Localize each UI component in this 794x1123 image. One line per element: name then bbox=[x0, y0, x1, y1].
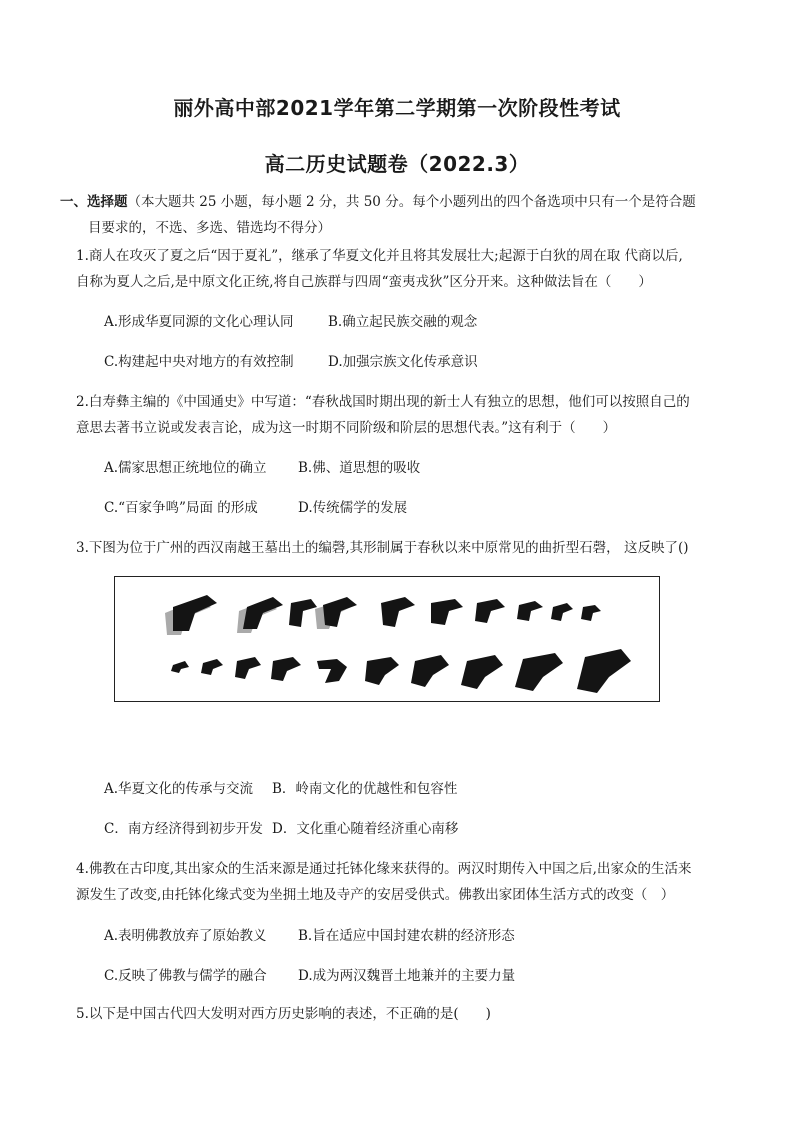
question-4-stem-line-2: 源发生了改变,由托钵化缘式变为坐拥土地及寺产的安居受供式。佛教出家团体生活方式的改变（ ） bbox=[76, 887, 675, 903]
question-2-option-a[interactable]: A.儒家思想正统地位的确立 bbox=[104, 460, 267, 476]
question-5-stem-line-1: 5.以下是中国古代四大发明对西方历史影响的表述，不正确的是( ) bbox=[76, 1006, 491, 1022]
exam-title: 丽外高中部2021学年第二学期第一次阶段性考试 bbox=[173, 96, 621, 120]
question-3-option-d[interactable]: D．文化重心随着经济重心南移 bbox=[272, 821, 459, 837]
question-4-option-b[interactable]: B.旨在适应中国封建农耕的经济形态 bbox=[298, 928, 515, 944]
question-1-option-c[interactable]: C.构建起中央对地方的有效控制 bbox=[104, 354, 294, 370]
section-heading-line bbox=[60, 193, 696, 211]
chime-stone bbox=[381, 597, 415, 627]
chime-stone bbox=[243, 597, 283, 629]
question-2-option-c[interactable]: C.“百家争鸣”局面 的形成 bbox=[104, 500, 258, 516]
question-1-option-a[interactable]: A.形成华夏同源的文化心理认同 bbox=[104, 314, 294, 330]
chime-stone bbox=[577, 649, 631, 693]
chime-stone bbox=[173, 595, 217, 631]
question-2-stem-line-2: 意思去著书立说或发表言论，成为这一时期不同阶级和阶层的思想代表。”这有利于（ ） bbox=[76, 420, 617, 436]
chime-stone bbox=[317, 659, 347, 683]
chime-stone bbox=[323, 597, 357, 627]
question-1-stem-line-1: 1.商人在攻灭了夏之后“因于夏礼”，继承了华夏文化并且将其发展壮大;起源于白狄的周在取 代商以后, bbox=[76, 248, 683, 264]
chime-stone bbox=[271, 657, 301, 681]
question-2-option-b[interactable]: B.佛、道思想的吸收 bbox=[298, 460, 421, 476]
chime-stone bbox=[431, 599, 463, 625]
bianqing-figure bbox=[114, 576, 660, 702]
chime-stone bbox=[171, 661, 189, 673]
chime-stone bbox=[461, 655, 503, 689]
question-4-stem-line-1: 4.佛教在古印度,其出家众的生活来源是通过托钵化缘来获得的。两汉时期传入中国之后,出家众的生活来 bbox=[76, 861, 692, 877]
chime-stone bbox=[289, 599, 317, 627]
chime-stone bbox=[515, 653, 563, 691]
section-description: （本大题共 25 小题，每小题 2 分，共 50 分。每个小题列出的四个备选项中只有一个是符合题 bbox=[127, 194, 696, 210]
question-4-option-d[interactable]: D.成为两汉魏晋土地兼并的主要力量 bbox=[298, 968, 516, 984]
chime-stones-image bbox=[115, 577, 659, 701]
question-4-option-c[interactable]: C.反映了佛教与儒学的融合 bbox=[104, 968, 267, 984]
question-3-option-a[interactable]: A.华夏文化的传承与交流 bbox=[104, 781, 254, 797]
section-heading: 一、选择题 bbox=[60, 194, 128, 210]
question-3-option-c[interactable]: C．南方经济得到初步开发 bbox=[104, 821, 263, 837]
question-1-option-d[interactable]: D.加强宗族文化传承意识 bbox=[328, 354, 478, 370]
chime-stone bbox=[201, 659, 223, 675]
chime-stone bbox=[581, 605, 601, 621]
chime-stone bbox=[517, 601, 543, 621]
exam-subtitle: 高二历史试题卷（2022.3） bbox=[264, 152, 530, 176]
question-3-stem-line-1: 3.下图为位于广州的西汉南越王墓出土的编磬,其形制属于春秋以来中原常见的曲折型石磬， 这反映了() bbox=[76, 540, 689, 556]
chime-stone bbox=[551, 603, 573, 621]
section-description-cont: 目要求的，不选、多选、错选均不得分） bbox=[88, 220, 331, 236]
question-2-option-d[interactable]: D.传统儒学的发展 bbox=[298, 500, 408, 516]
chime-stone bbox=[475, 599, 505, 623]
question-4-option-a[interactable]: A.表明佛教放弃了原始教义 bbox=[104, 928, 267, 944]
question-1-option-b[interactable]: B.确立起民族交融的观念 bbox=[328, 314, 478, 330]
question-1-stem-line-2: 自称为夏人之后,是中原文化正统,将自己族群与四周“蛮夷戎狄”区分开来。这种做法旨在（ ） bbox=[76, 274, 652, 290]
chime-stone bbox=[411, 655, 449, 687]
question-2-stem-line-1: 2.白寿彝主编的《中国通史》中写道：“春秋战国时期出现的新士人有独立的思想，他们可以按照自己的 bbox=[76, 394, 690, 410]
chime-stone bbox=[365, 657, 399, 685]
chime-stone bbox=[235, 657, 261, 679]
question-3-option-b[interactable]: B．岭南文化的优越性和包容性 bbox=[272, 781, 458, 797]
